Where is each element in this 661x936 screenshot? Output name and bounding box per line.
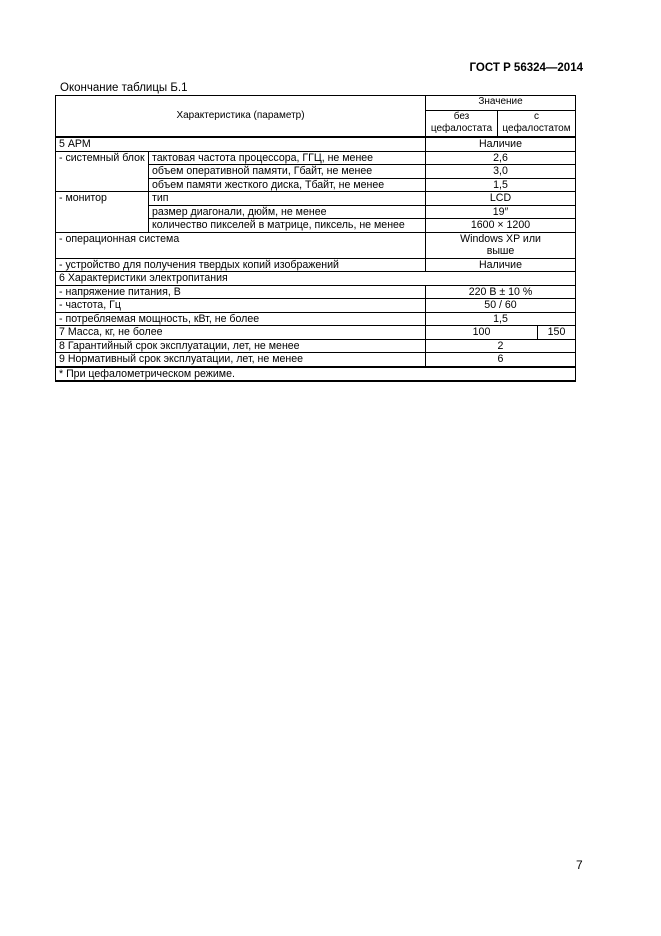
value-cell: Windows XP или выше — [426, 232, 576, 258]
mass-with: 150 — [537, 326, 575, 339]
value-cell: 3,0 — [426, 165, 576, 179]
section-6-title: 6 Характеристики электропитания — [56, 272, 576, 286]
param-cell: тактовая частота процессора, ГГЦ, не менее — [149, 151, 426, 165]
header-without-cephalostat: без цефалостата — [426, 111, 498, 137]
table-row — [56, 258, 576, 272]
table-row — [56, 272, 576, 286]
standard-designation: ГОСТ Р 56324—2014 — [469, 62, 583, 74]
table-note: * При цефалометрическом режиме. — [56, 367, 576, 382]
value-cell: 1,5 — [426, 178, 576, 192]
param-cell: - частота, Гц — [56, 299, 426, 313]
value-cell: 2,6 — [426, 151, 576, 165]
value-cell: 1,5 — [426, 312, 576, 326]
table-row — [56, 299, 576, 313]
table-row — [56, 285, 576, 299]
mass-without: 100 — [472, 326, 491, 338]
param-cell: - устройство для получения твердых копий изображений — [56, 258, 426, 272]
value-cell: 50 / 60 — [426, 299, 576, 313]
param-cell: - напряжение питания, В — [56, 285, 426, 299]
section-5-title: 5 АРМ — [56, 137, 426, 151]
header-value: Значение — [426, 96, 576, 111]
table-row — [56, 232, 576, 258]
table-row — [56, 326, 576, 340]
param-cell: 8 Гарантийный срок эксплуатации, лет, не менее — [56, 339, 426, 353]
param-cell: размер диагонали, дюйм, не менее — [149, 205, 426, 219]
value-cell: 220 В ± 10 % — [426, 285, 576, 299]
table-row — [56, 312, 576, 326]
table-caption: Окончание таблицы Б.1 — [60, 82, 188, 94]
table-row — [56, 137, 576, 151]
param-cell: - потребляемая мощность, кВт, не более — [56, 312, 426, 326]
param-cell: количество пикселей в матрице, пиксель, не менее — [149, 219, 426, 233]
param-cell: 9 Нормативный срок эксплуатации, лет, не менее — [56, 353, 426, 367]
table-row — [56, 353, 576, 367]
table-row — [56, 192, 576, 206]
value-cell: LCD — [426, 192, 576, 206]
value-cell: Наличие — [426, 258, 576, 272]
section-5-value: Наличие — [426, 137, 576, 151]
table-row — [56, 151, 576, 165]
param-cell: 7 Масса, кг, не более — [56, 326, 426, 340]
system-block-label: - системный блок — [56, 151, 149, 192]
monitor-label: - монитор — [56, 192, 149, 233]
value-cell: 2 — [426, 339, 576, 353]
value-cell: 6 — [426, 353, 576, 367]
param-cell: объем оперативной памяти, Гбайт, не менее — [149, 165, 426, 179]
header-with-cephalostat: с цефалостатом — [498, 111, 576, 137]
table-row — [56, 339, 576, 353]
value-cell: 19″ — [426, 205, 576, 219]
header-characteristic: Характеристика (параметр) — [56, 96, 426, 138]
param-cell: объем памяти жесткого диска, Тбайт, не менее — [149, 178, 426, 192]
spec-table — [55, 95, 576, 382]
param-cell: тип — [149, 192, 426, 206]
table-note-row — [56, 367, 576, 382]
value-cell: 1600 × 1200 — [426, 219, 576, 233]
param-cell: - операционная система — [56, 232, 426, 258]
page-number: 7 — [576, 858, 583, 872]
mass-values — [426, 326, 576, 340]
